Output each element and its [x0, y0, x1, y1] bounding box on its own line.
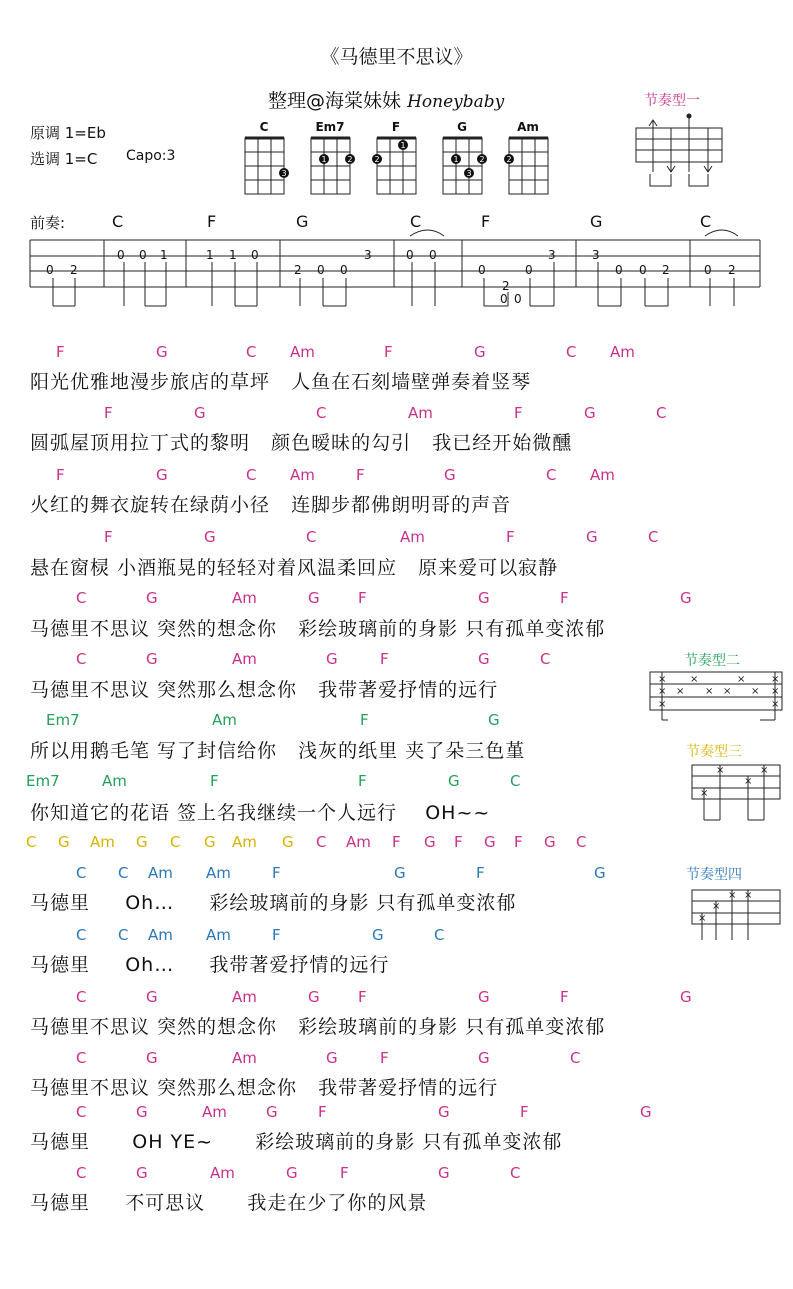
arranger-prefix: 整理@海棠妹妹	[268, 90, 402, 112]
prelude-tab-number: 1	[160, 248, 168, 262]
chord-symbol: C	[76, 650, 87, 668]
chord-symbol: G	[308, 988, 320, 1006]
chord-symbol: G	[286, 1164, 298, 1182]
chord-symbol: Am	[590, 466, 615, 484]
chord-symbol: G	[438, 1164, 450, 1182]
svg-text:1: 1	[400, 141, 406, 150]
svg-text:2: 2	[374, 155, 380, 164]
chord-symbol: F	[454, 833, 463, 851]
chord-symbol: G	[326, 650, 338, 668]
lyric-line: 悬在窗棂 小酒瓶晃的轻轻对着风温柔回应 原来爱可以寂静	[30, 557, 559, 579]
lyric-line: 圆弧屋顶用拉丁式的黎明 颜色暧昧的勾引 我已经开始微醺	[30, 432, 573, 454]
prelude-tab-number: 2	[70, 263, 78, 277]
prelude-tab-number: 0	[117, 248, 125, 262]
chord-symbol: G	[680, 988, 692, 1006]
chord-symbol: G	[146, 1049, 158, 1067]
lyric-line: 马德里不思议 突然那么想念你 我带著爱抒情的远行	[30, 1077, 499, 1099]
chord-symbol: Am	[408, 404, 433, 422]
chord-symbol: C	[434, 926, 445, 944]
chord-symbol: C	[76, 1103, 87, 1121]
chord-symbol: C	[656, 404, 667, 422]
svg-text:×: ×	[737, 674, 746, 685]
svg-text:×: ×	[728, 890, 737, 901]
chord-chart-f-label: F	[391, 120, 401, 134]
chord-symbol: G	[478, 650, 490, 668]
svg-text:3: 3	[466, 169, 472, 178]
chord-symbol: F	[104, 404, 113, 422]
rhythm-pattern-1-label: 节奏型一	[644, 93, 700, 109]
chord-chart-am-label: Am	[517, 120, 539, 134]
chord-symbol: G	[640, 1103, 652, 1121]
prelude-chord: G	[590, 212, 603, 231]
chord-symbol: F	[384, 343, 393, 361]
rhythm-pattern-2-marks	[658, 674, 779, 710]
chord-symbol: Am	[102, 772, 127, 790]
chord-symbol: F	[380, 650, 389, 668]
chord-symbol: G	[586, 528, 598, 546]
chord-chart-g-label: G	[457, 120, 467, 134]
rhythm-pattern-2-label: 节奏型二	[684, 653, 740, 669]
prelude-tab-staff	[30, 230, 760, 306]
chord-symbol: C	[576, 833, 587, 851]
svg-text:3: 3	[281, 169, 287, 178]
rhythm-pattern-3-marks	[700, 765, 768, 799]
chord-symbol: G	[266, 1103, 278, 1121]
rhythm-pattern-1-diagram	[636, 114, 722, 186]
chord-symbol: Am	[90, 833, 115, 851]
chord-symbol: C	[566, 343, 577, 361]
chord-symbol: C	[170, 833, 181, 851]
chord-symbol: G	[156, 343, 168, 361]
chord-symbol: F	[358, 772, 367, 790]
svg-text:×: ×	[716, 765, 725, 776]
chord-symbol: G	[488, 711, 500, 729]
lyric-line: 你知道它的花语 签上名我继续一个人远行 OH~~	[30, 802, 491, 824]
chord-symbol: Am	[210, 1164, 235, 1182]
rhythm-pattern-4-label: 节奏型四	[686, 867, 742, 883]
chord-symbol: Am	[148, 926, 173, 944]
chord-symbol: Am	[206, 864, 231, 882]
chord-symbol: G	[204, 833, 216, 851]
chord-symbol: F	[392, 833, 401, 851]
chord-symbol: G	[584, 404, 596, 422]
capo-info: Capo:3	[126, 148, 176, 164]
chord-symbol: Am	[202, 1103, 227, 1121]
chord-chart-c-label: C	[259, 120, 269, 134]
chord-symbol: C	[510, 1164, 521, 1182]
chord-symbol: G	[308, 589, 320, 607]
chord-symbol: C	[246, 343, 257, 361]
chord-symbol: G	[146, 988, 158, 1006]
chord-symbol: G	[484, 833, 496, 851]
chord-symbol: C	[26, 833, 37, 851]
chosen-key: 选调 1=C	[30, 150, 98, 168]
svg-text:1: 1	[453, 155, 459, 164]
chord-symbol: G	[156, 466, 168, 484]
lyric-line: 火红的舞衣旋转在绿荫小径 连脚步都佛朗明哥的声音	[30, 494, 512, 516]
prelude-tab-number: 1	[229, 248, 237, 262]
chord-symbol: G	[282, 833, 294, 851]
prelude-chord: C	[410, 212, 422, 231]
prelude-tab-number: 2	[728, 263, 736, 277]
chord-symbol: Am	[148, 864, 173, 882]
chord-symbol: F	[358, 589, 367, 607]
svg-text:×: ×	[760, 765, 769, 776]
chord-symbol: G	[146, 589, 158, 607]
chord-symbol: Am	[232, 988, 257, 1006]
prelude-tab-number: 2	[502, 279, 510, 293]
prelude-tab-number: 2	[662, 263, 670, 277]
chord-symbol: F	[360, 711, 369, 729]
svg-text:×: ×	[771, 686, 780, 697]
chord-symbol: G	[58, 833, 70, 851]
chord-symbol: C	[510, 772, 521, 790]
chord-symbol: Am	[400, 528, 425, 546]
chord-symbol: F	[104, 528, 113, 546]
prelude-chord: G	[296, 212, 309, 231]
chord-symbol: C	[246, 466, 257, 484]
lyric-line: 马德里 不可思议 我走在少了你的风景	[30, 1192, 428, 1214]
song-title: 《马德里不思议》	[320, 46, 473, 68]
chord-symbol: C	[118, 864, 129, 882]
svg-text:×: ×	[705, 686, 714, 697]
chord-symbol: F	[272, 926, 281, 944]
svg-text:2: 2	[506, 155, 512, 164]
chord-symbol: G	[194, 404, 206, 422]
svg-text:2: 2	[347, 155, 353, 164]
prelude-tab-number: 0	[139, 248, 147, 262]
svg-text:×: ×	[700, 788, 709, 799]
chord-symbol: G	[444, 466, 456, 484]
prelude-tab-number: 0	[317, 263, 325, 277]
lyric-line: 马德里 OH YE~ 彩绘玻璃前的身影 只有孤单变浓郁	[30, 1131, 563, 1153]
chord-symbol: C	[76, 1049, 87, 1067]
chord-symbol: Am	[212, 711, 237, 729]
prelude-tab-number: 0	[340, 263, 348, 277]
chord-symbol: F	[56, 466, 65, 484]
chord-symbol: Am	[232, 589, 257, 607]
svg-text:×: ×	[658, 699, 667, 710]
prelude-tab-number: 0	[615, 263, 623, 277]
lyric-line: 马德里不思议 突然的想念你 彩绘玻璃前的身影 只有孤单变浓郁	[30, 618, 606, 640]
chord-symbol: F	[356, 466, 365, 484]
chord-symbol: Am	[232, 1049, 257, 1067]
prelude-tab-number: 0	[704, 263, 712, 277]
chord-symbol: C	[76, 988, 87, 1006]
chord-symbol: F	[514, 833, 523, 851]
chord-symbol: F	[56, 343, 65, 361]
chord-symbol: Am	[206, 926, 231, 944]
chord-symbol: C	[316, 404, 327, 422]
chord-symbol: F	[506, 528, 515, 546]
prelude-chord: C	[700, 212, 712, 231]
chord-symbol: G	[438, 1103, 450, 1121]
chord-symbol: G	[544, 833, 556, 851]
chord-symbol: F	[520, 1103, 529, 1121]
chord-symbol: G	[478, 1049, 490, 1067]
prelude-tab-number: 0	[525, 263, 533, 277]
arranger-name: Honeybaby	[407, 92, 505, 112]
svg-text:×: ×	[744, 890, 753, 901]
chord-symbol: G	[146, 650, 158, 668]
svg-text:×: ×	[771, 699, 780, 710]
rhythm-pattern-4-marks	[698, 890, 752, 924]
chord-symbol: Am	[290, 343, 315, 361]
prelude-tab-number: 0	[429, 248, 437, 262]
chord-symbol: C	[306, 528, 317, 546]
prelude-tab-number: 3	[592, 248, 600, 262]
chord-symbol: F	[318, 1103, 327, 1121]
prelude-tab-number: 3	[548, 248, 556, 262]
chord-symbol: C	[540, 650, 551, 668]
chord-symbol: F	[514, 404, 523, 422]
chord-symbol: F	[340, 1164, 349, 1182]
chord-chart-em7-label: Em7	[315, 120, 345, 134]
chord-symbol: G	[394, 864, 406, 882]
lyric-line: 马德里不思议 突然的想念你 彩绘玻璃前的身影 只有孤单变浓郁	[30, 1016, 606, 1038]
chord-symbol: C	[316, 833, 327, 851]
chord-symbol: Am	[346, 833, 371, 851]
svg-text:×: ×	[658, 686, 667, 697]
lyric-line: 阳光优雅地漫步旅店的草坪 人鱼在石刻墙壁弹奏着竖琴	[30, 371, 532, 393]
lyric-line: 所以用鹅毛笔 写了封信给你 浅灰的纸里 夹了朵三色堇	[30, 740, 526, 762]
chord-symbol: G	[474, 343, 486, 361]
chord-symbol: Am	[232, 833, 257, 851]
chord-symbol: C	[76, 926, 87, 944]
prelude-tab-number: 0	[46, 263, 54, 277]
chord-symbol: C	[570, 1049, 581, 1067]
svg-text:×: ×	[698, 913, 707, 924]
chord-symbol: G	[204, 528, 216, 546]
svg-text:1: 1	[321, 155, 327, 164]
chord-symbol: G	[594, 864, 606, 882]
chord-symbol: Am	[232, 650, 257, 668]
lyric-line: 马德里不思议 突然那么想念你 我带著爱抒情的远行	[30, 679, 499, 701]
svg-text:2: 2	[479, 155, 485, 164]
prelude-tab-number: 0	[406, 248, 414, 262]
chord-symbol: Am	[290, 466, 315, 484]
prelude-chord: F	[481, 212, 491, 231]
chord-symbol: F	[358, 988, 367, 1006]
chord-symbol: G	[136, 1103, 148, 1121]
svg-text:×: ×	[744, 776, 753, 787]
chord-symbol: G	[478, 589, 490, 607]
svg-text:×: ×	[712, 901, 721, 912]
chord-symbol: C	[648, 528, 659, 546]
chord-symbol: G	[448, 772, 460, 790]
prelude-tab-number: 0	[500, 292, 508, 306]
prelude-chord: C	[112, 212, 124, 231]
prelude-label: 前奏:	[30, 214, 66, 232]
chord-symbol: F	[476, 864, 485, 882]
chord-symbol: C	[76, 864, 87, 882]
svg-text:×: ×	[771, 674, 780, 685]
chord-symbol: C	[76, 1164, 87, 1182]
prelude-chord: F	[207, 212, 217, 231]
chord-symbol: Am	[610, 343, 635, 361]
chord-symbol: G	[680, 589, 692, 607]
svg-text:×: ×	[690, 674, 699, 685]
svg-text:×: ×	[658, 674, 667, 685]
chord-symbol: C	[546, 466, 557, 484]
rhythm-pattern-2-diagram	[650, 672, 782, 720]
prelude-tab-number: 3	[364, 248, 372, 262]
chord-symbol: G	[424, 833, 436, 851]
prelude-tab-number: 0	[639, 263, 647, 277]
chord-symbol: G	[478, 988, 490, 1006]
prelude-tab-number: 1	[206, 248, 214, 262]
chord-symbol: G	[326, 1049, 338, 1067]
original-key: 原调 1=Eb	[30, 124, 106, 142]
svg-text:×: ×	[676, 686, 685, 697]
chord-symbol: G	[372, 926, 384, 944]
rhythm-pattern-3-label: 节奏型三	[686, 744, 742, 760]
prelude-tab-number: 2	[294, 263, 302, 277]
chord-symbol: Em7	[46, 711, 80, 729]
lyric-line: 马德里 Oh… 我带著爱抒情的远行	[30, 954, 390, 976]
prelude-tab-number: 0	[478, 263, 486, 277]
chord-symbol: C	[118, 926, 129, 944]
chord-symbol: F	[380, 1049, 389, 1067]
chord-symbol: G	[136, 1164, 148, 1182]
lyric-line: 马德里 Oh… 彩绘玻璃前的身影 只有孤单变浓郁	[30, 892, 517, 914]
chord-symbol: F	[210, 772, 219, 790]
chord-symbol: F	[560, 988, 569, 1006]
svg-text:×: ×	[751, 686, 760, 697]
prelude-tab-number: 0	[251, 248, 259, 262]
chord-symbol: F	[560, 589, 569, 607]
prelude-tab-number: 0	[514, 292, 522, 306]
chord-symbol: C	[76, 589, 87, 607]
chord-symbol: G	[136, 833, 148, 851]
chord-symbol: Em7	[26, 772, 60, 790]
svg-text:×: ×	[723, 686, 732, 697]
chord-symbol: F	[272, 864, 281, 882]
